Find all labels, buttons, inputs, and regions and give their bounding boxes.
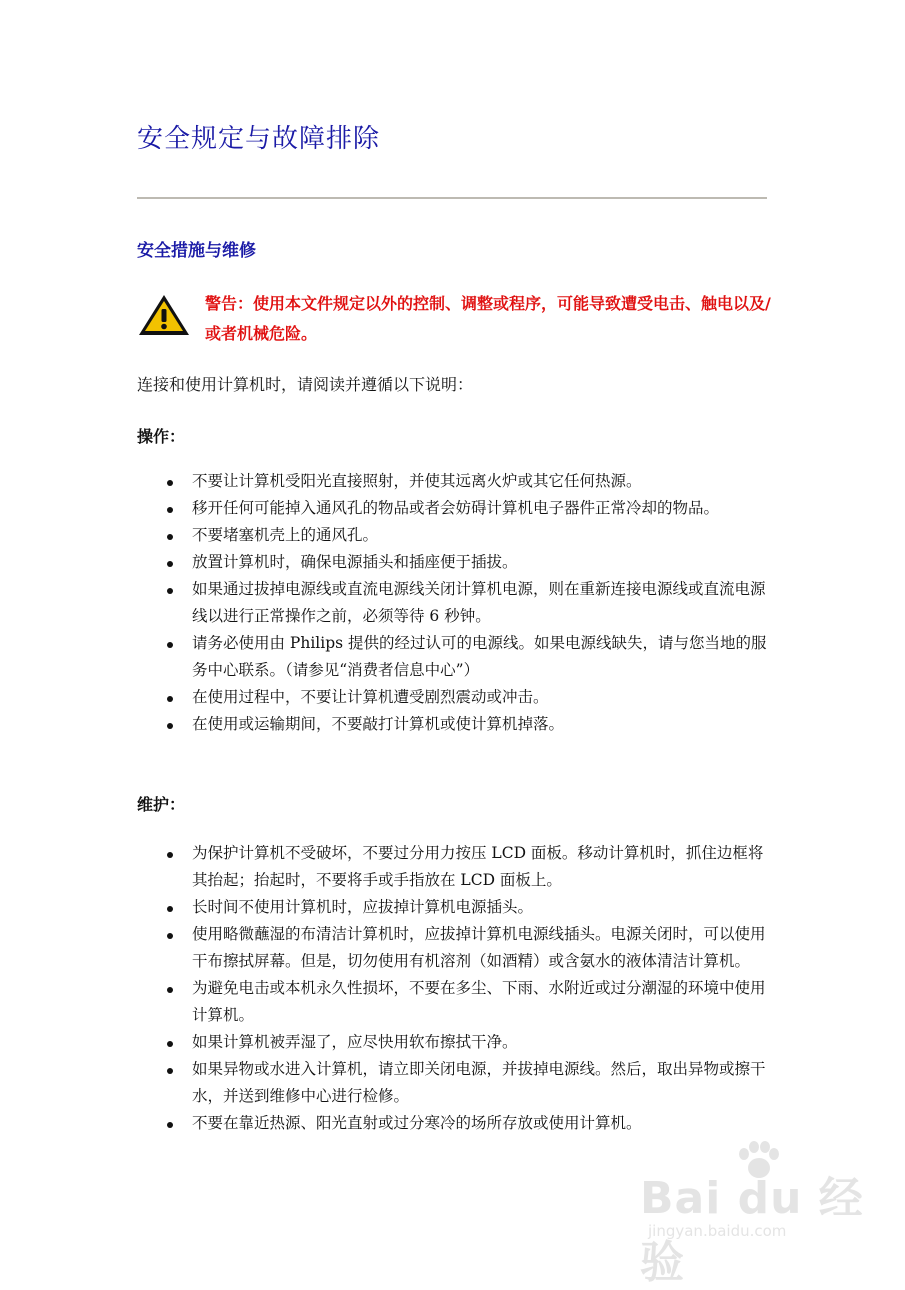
list-item — [137, 921, 777, 975]
list-item — [137, 468, 777, 495]
watermark-url: jingyan.baidu.com — [648, 1222, 787, 1240]
bullet-icon — [167, 723, 173, 729]
bullet-icon — [167, 588, 173, 594]
bullet-icon — [167, 507, 173, 513]
warning-triangle-icon — [137, 293, 191, 337]
operation-list — [137, 468, 777, 738]
list-item-text: 不要堵塞机壳上的通风孔。 — [192, 526, 379, 544]
bullet-icon — [167, 534, 173, 540]
bullet-icon — [167, 1068, 173, 1074]
list-item-text: 如果异物或水进入计算机，请立即关闭电源，并拔掉电源线。然后，取出异物或擦干水，并送到维修中心进行检修。 — [192, 1060, 766, 1105]
list-item — [137, 711, 777, 738]
list-item — [137, 495, 777, 522]
list-item — [137, 1110, 777, 1137]
list-item — [137, 975, 777, 1029]
list-item-text: 在使用或运输期间，不要敲打计算机或使计算机掉落。 — [192, 715, 565, 733]
list-item-text: 长时间不使用计算机时，应拔掉计算机电源插头。 — [192, 898, 534, 916]
list-item — [137, 1056, 777, 1110]
baidu-jingyan-watermark — [640, 1140, 870, 1288]
bullet-icon — [167, 852, 173, 858]
bullet-icon — [167, 987, 173, 993]
list-item-text: 不要让计算机受阳光直接照射，并使其远离火炉或其它任何热源。 — [192, 472, 642, 490]
list-item — [137, 576, 777, 630]
warning-text: 警告：使用本文件规定以外的控制、调整或程序，可能导致遭受电击、触电以及/或者机械危险。 — [205, 294, 771, 343]
page-title: 安全规定与故障排除 — [137, 124, 381, 154]
list-item-text: 放置计算机时，确保电源插头和插座便于插拔。 — [192, 553, 518, 571]
maintenance-heading: 维护： — [137, 795, 186, 814]
watermark-logo: Bai du 经验 — [640, 1173, 864, 1288]
title-divider — [137, 197, 767, 199]
bullet-icon — [167, 1041, 173, 1047]
list-item — [137, 684, 777, 711]
list-item-text: 不要在靠近热源、阳光直射或过分寒冷的场所存放或使用计算机。 — [192, 1114, 642, 1132]
list-item — [137, 522, 777, 549]
list-item-text: 在使用过程中，不要让计算机遭受剧烈震动或冲击。 — [192, 688, 549, 706]
bullet-icon — [167, 933, 173, 939]
list-item — [137, 840, 777, 894]
section-title: 安全措施与维修 — [137, 241, 256, 261]
bullet-icon — [167, 906, 173, 912]
list-item-text: 为保护计算机不受破坏，不要过分用力按压 LCD 面板。移动计算机时，抓住边框将其抬起；抬起时，不要将手或手指放在 LCD 面板上。 — [192, 844, 764, 889]
list-item — [137, 630, 777, 684]
operation-heading: 操作： — [137, 427, 186, 446]
intro-text: 连接和使用计算机时，请阅读并遵循以下说明： — [137, 375, 474, 394]
list-item-text: 移开任何可能掉入通风孔的物品或者会妨碍计算机电子器件正常冷却的物品。 — [192, 499, 720, 517]
list-item-text: 请务必使用由 Philips 提供的经过认可的电源线。如果电源线缺失，请与您当地的服务中心联系。（请参见“消费者信息中心”） — [192, 634, 767, 679]
bullet-icon — [167, 642, 173, 648]
list-item-text: 如果通过拔掉电源线或直流电源线关闭计算机电源，则在重新连接电源线或直流电源线以进行正常操作之前，必须等待 6 秒钟。 — [192, 580, 766, 625]
list-item-text: 使用略微蘸湿的布清洁计算机时，应拔掉计算机电源线插头。电源关闭时，可以使用干布擦拭屏幕。但是，切勿使用有机溶剂（如酒精）或含氨水的液体清洁计算机。 — [192, 925, 766, 970]
list-item-text: 如果计算机被弄湿了，应尽快用软布擦拭干净。 — [192, 1033, 518, 1051]
bullet-icon — [167, 696, 173, 702]
maintenance-list — [137, 840, 777, 1137]
list-item — [137, 549, 777, 576]
bullet-icon — [167, 480, 173, 486]
bullet-icon — [167, 1122, 173, 1128]
list-item — [137, 894, 777, 921]
list-item-text: 为避免电击或本机永久性损坏，不要在多尘、下雨、水附近或过分潮湿的环境中使用计算机。 — [192, 979, 766, 1024]
bullet-icon — [167, 561, 173, 567]
list-item — [137, 1029, 777, 1056]
